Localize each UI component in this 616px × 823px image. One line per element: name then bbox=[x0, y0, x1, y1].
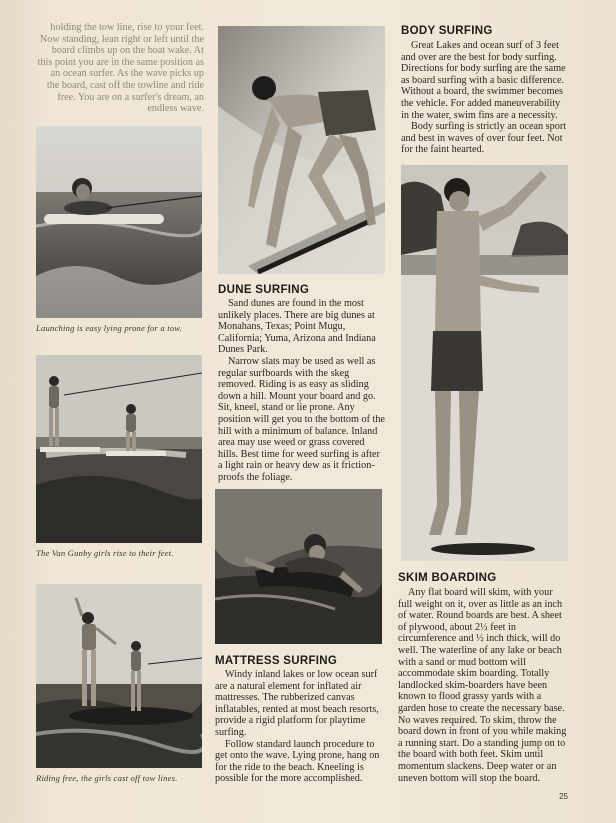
photo-riding-free bbox=[36, 584, 202, 768]
heading-mattress-surfing: MATTRESS SURFING bbox=[215, 655, 338, 667]
intro-text: holding the tow line, rise to your feet. Now standing, lean right or left until the board climbs up on the boat wake. At this point you are in the same position as an ocean surfer. As the wave picks up the board, cast off the towline and ride free. You are on a surfer's dream, an endless wave. bbox=[37, 22, 204, 115]
dune-surfing-paragraph-2: Narrow slats may be used as well as regular surfboards with the skeg removed. Riding is as easy as sliding down a hill. Mount your board and go. Sit, kneel, stand or lie prone. Any position will get you to the bottom of the hill with a minimum of balance. Inland area may use weed or grass covered hills. Best time for weed surfing is after a light rain or heavy dew as it friction-proofs the foliage. bbox=[218, 355, 385, 483]
photo-dune-surfer bbox=[218, 26, 385, 274]
heading-body-surfing: BODY SURFING bbox=[401, 25, 493, 37]
caption-riding-free: Riding free, the girls cast off tow lines. bbox=[36, 773, 178, 783]
photo-van-gunby-girls bbox=[36, 355, 202, 543]
heading-dune-surfing: DUNE SURFING bbox=[218, 284, 310, 296]
dune-surfing-paragraph-1: Sand dunes are found in the most unlikely places. There are big dunes at Monahans, Texas; Point Mugu, California; Yuma, Arizona and Indiana Dunes Park. bbox=[218, 298, 376, 356]
body-surfing-paragraph-2: Body surfing is strictly an ocean sport and best in waves of over four feet. Not for the faint hearted. bbox=[401, 121, 567, 156]
photo-mattress-surfer bbox=[215, 489, 382, 644]
mattress-surfing-paragraph-2: Follow standard launch procedure to get onto the wave. Lying prone, hang on for the ride to the beach. Kneeling is possible for the more accomplished. bbox=[215, 738, 380, 785]
body-surfing-paragraph-1: Great Lakes and ocean surf of 3 feet and over are the best for body surfing. Directions for body surfing are the same as board surfing with a basic difference. Without a board, the swimmer becomes the vehicle. For added maneuverability in the water, swim fins are a necessity. bbox=[401, 40, 566, 121]
photo-skim-boarder bbox=[401, 165, 568, 561]
mattress-surfing-paragraph-1: Windy inland lakes or low ocean surf are a natural element for inflated air mattresses. The rubberized canvas inflatables, rented at most beach resorts, provide a rigid platform for playtime surfing. bbox=[215, 669, 379, 738]
body-surfing-text bbox=[401, 40, 569, 156]
skim-boarding-text bbox=[398, 587, 568, 784]
photo-launching-prone bbox=[36, 126, 202, 318]
page-number: 25 bbox=[559, 792, 568, 801]
caption-van-gunby: The Van Gunby girls rise to their feet. bbox=[36, 548, 174, 558]
caption-launching: Launching is easy lying prone for a tow. bbox=[36, 323, 182, 333]
heading-skim-boarding: SKIM BOARDING bbox=[398, 572, 497, 584]
dune-surfing-text bbox=[218, 298, 386, 484]
skim-boarding-paragraph-1: Any flat board will skim, with your full weight on it, over as little as an inch of water. Round boards are best. A sheet of plywood, about 2½ feet in circumference and ½ inch thick, will do well. The waterline of any lake or beach with a sand or mud bottom will accommodate skim boarding. Totally landlocked skim-boarders have been known to flood grassy yards with a garden hose to create the necessary base. No waves required. To skim, throw the board down in front of you while making a running start. Do a standing jump on to the board with both feet. Skim until momentum slackens. Deep water or an uneven bottom will stop the board. bbox=[398, 587, 567, 784]
mattress-surfing-text bbox=[215, 669, 383, 785]
